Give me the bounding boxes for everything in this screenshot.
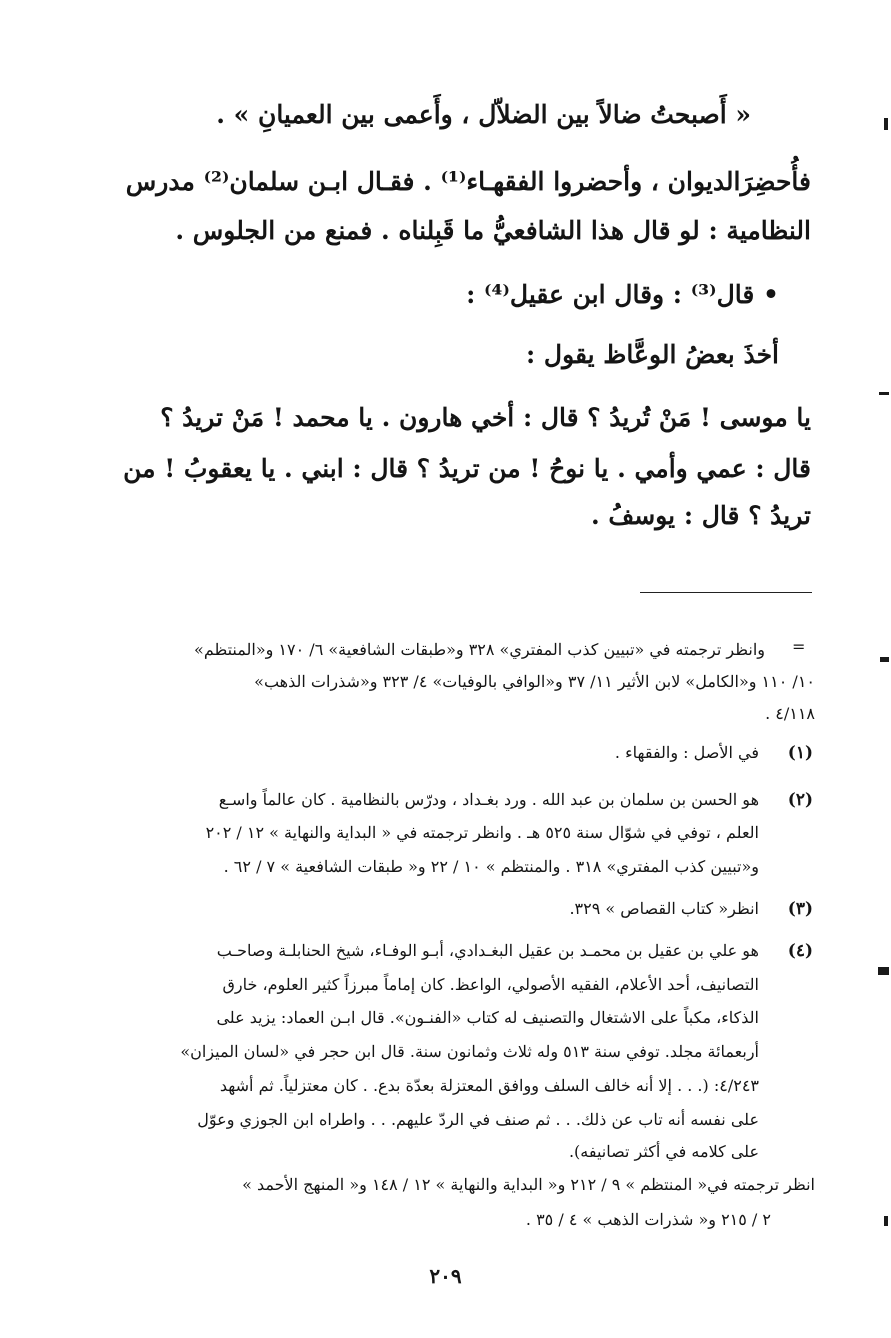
- main-text-line-8: تريدُ ؟ قال : يوسفُ .: [591, 501, 811, 530]
- footnote-4-line-1: هو علي بن عقيل بن محمـد بن عقيل البغـدادي، أبـو الوفـاء، شيخ الحنابلـة وصاحـب: [216, 941, 759, 960]
- scan-edge-mark-4: [878, 967, 889, 975]
- footnote-cont-line-2: ١٠/ ١١٠ و«الكامل» لابن الأثير ١١/ ٣٧ و«الوافي بالوفيات» ٤/ ٣٢٣ و«شذرات الذهب»: [254, 672, 815, 691]
- footnote-cont-line-3: ٤/١١٨ .: [765, 704, 815, 723]
- footnote-4-line-3: الذكاء، مكباً على الاشتغال والتصنيف له كتاب «الفنـون». قال ابـن العماد: يزيد على: [216, 1008, 759, 1027]
- main-text-line-2: فأُحضِرَالديوان ، وأحضروا الفقهـاء⁽¹⁾ . فقـال ابـن سلمان⁽²⁾ مدرس: [125, 167, 811, 196]
- footnote-4-line-4: أربعمائة مجلد. توفي سنة ٥١٣ وله ثلاث وثمانون سنة. قال ابن حجر في «لسان الميزان»: [180, 1042, 759, 1061]
- main-text-line-5: أخذَ بعضُ الوعَّاظ يقول :: [525, 340, 779, 369]
- footnote-1-text: في الأصل : والفقهاء .: [614, 743, 759, 762]
- main-text-line-4: • قال⁽³⁾ : وقال ابن عقيل⁽⁴⁾ :: [466, 280, 779, 309]
- footnote-1-number: (١): [787, 743, 813, 763]
- footnote-4-line-9: ٢ / ٢١٥ و« شذرات الذهب » ٤ / ٣٥ .: [525, 1210, 771, 1229]
- footnote-3-text: انظر« كتاب القصاص » ٣٢٩.: [569, 899, 759, 918]
- main-text-line-6: يا موسى ! مَنْ تُريدُ ؟ قال : أخي هارون . يا محمد ! مَنْ تريدُ ؟: [160, 403, 811, 432]
- footnote-4-line-7: على كلامه في أكثر تصانيفه).: [568, 1142, 759, 1161]
- footnote-3-number: (٣): [787, 899, 813, 919]
- footnote-separator: [640, 592, 812, 593]
- footnote-4-line-2: التصانيف، أحد الأعلام، الفقيه الأصولي، الواعظ. كان إماماً مبرزاً كثير العلوم، خارق: [222, 975, 759, 994]
- continuation-marker: =: [792, 637, 806, 656]
- footnote-cont-line-1: وانظر ترجمته في «تبيين كذب المفتري» ٣٢٨ و«طبقات الشافعية» ٦/ ١٧٠ و«المنتظم»: [194, 640, 765, 659]
- main-text-line-3: النظامية : لو قال هذا الشافعيُّ ما قَبِلناه . فمنع من الجلوس .: [175, 216, 811, 245]
- main-text-line-1: « أَصبحتُ ضالاً بين الضلاّل ، وأَعمى بين العميانِ » .: [216, 100, 751, 129]
- footnote-2-line-2: العلم ، توفي في شوّال سنة ٥٢٥ هـ . وانظر ترجمته في « البداية والنهاية » ١٢ / ٢٠٢: [205, 823, 759, 842]
- footnote-4-line-6: على نفسه أنه تاب عن ذلك. . . ثم صنف في الردّ عليهم. . . واطراه ابن الجوزي وعوّل: [197, 1110, 759, 1129]
- scan-edge-mark-2: [879, 392, 889, 395]
- scan-edge-mark-1: [884, 118, 888, 130]
- scan-edge-mark-5: [884, 1216, 888, 1226]
- footnote-2-line-3: و«تبيين كذب المفتري» ٣١٨ . والمنتظم » ١٠ / ٢٢ و« طبقات الشافعية » ٧ / ٦٢ .: [223, 857, 759, 876]
- main-text-line-7: قال : عمي وأمي . يا نوحُ ! من تريدُ ؟ قال : ابني . يا يعقوبُ ! من: [123, 454, 811, 483]
- footnote-4-line-5: ٤/٢٤٣: (. . . إلا أنه خالف السلف ووافق المعتزلة بعدّة بدع. . كان معتزلياً. ثم أشهد: [219, 1076, 759, 1095]
- footnote-4-number: (٤): [787, 941, 813, 961]
- footnote-2-line-1: هو الحسن بن سلمان بن عبد الله . ورد بغـداد ، ودرّس بالنظامية . كان عالماً واسـع: [218, 790, 759, 809]
- footnote-4-line-8: انظر ترجمته في« المنتظم » ٩ / ٢١٢ و« البداية والنهاية » ١٢ / ١٤٨ و« المنهج الأحمد »: [242, 1175, 815, 1194]
- page-number: ٢٠٩: [429, 1264, 462, 1288]
- footnote-2-number: (٢): [787, 790, 813, 810]
- scan-edge-mark-3: [880, 657, 889, 662]
